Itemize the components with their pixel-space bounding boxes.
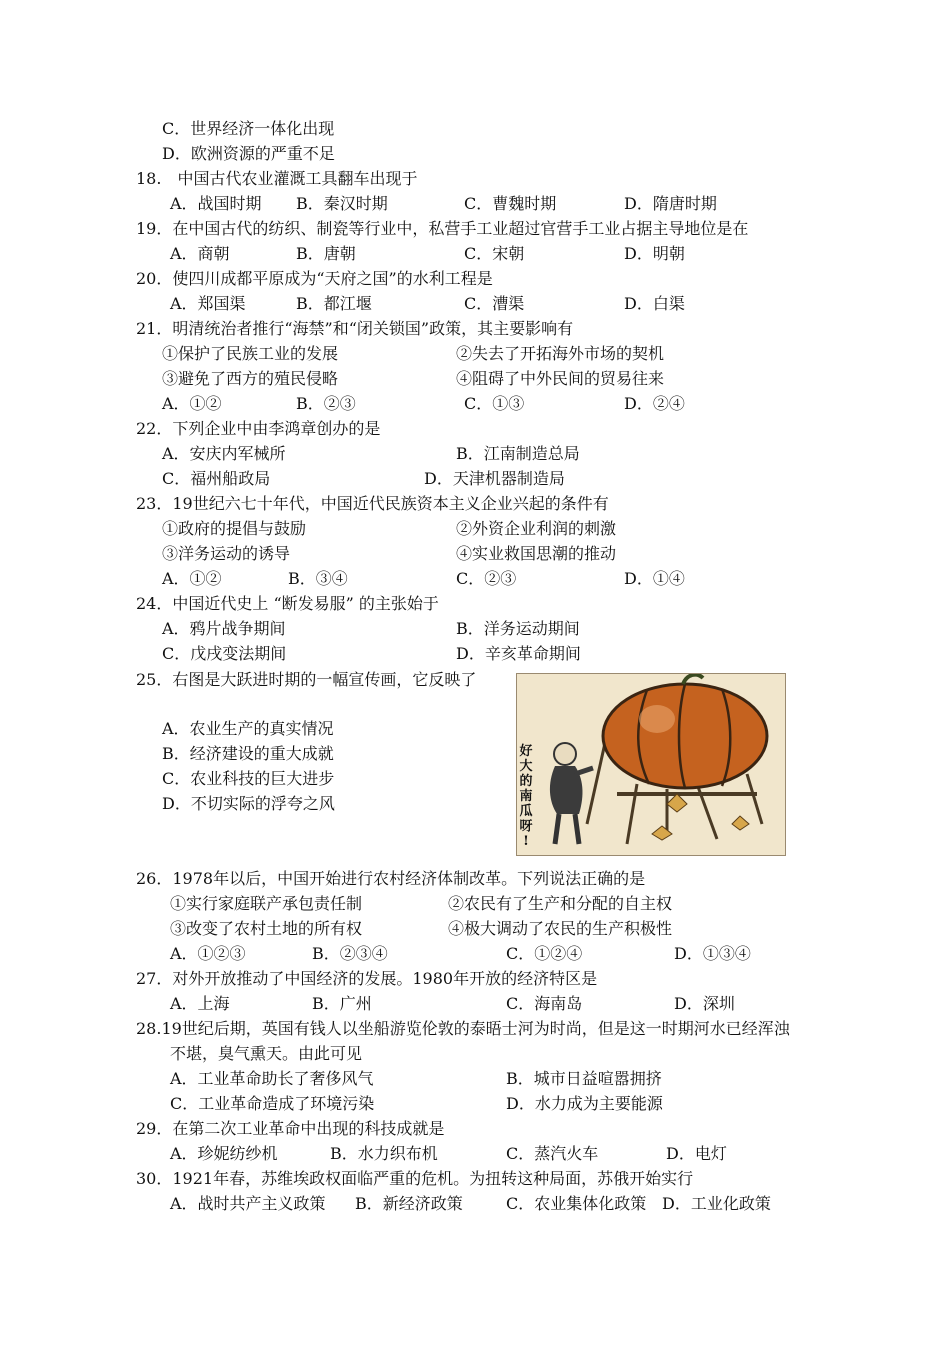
q26-item-1: ①实行家庭联产承包责任制: [170, 894, 363, 913]
question-30-stem: 30．1921年春，苏维埃政权面临严重的危机。为扭转这种局面，苏俄开始实行: [136, 1169, 694, 1188]
question-24-stem: 24．中国近代史上 “断发易服” 的主张始于: [136, 594, 439, 613]
question-25-stem: 25．右图是大跃进时期的一幅宣传画，它反映了: [136, 670, 477, 689]
q24-option-d: D．辛亥革命期间: [456, 644, 581, 663]
q26-item-4: ④极大调动了农民的生产积极性: [448, 919, 673, 938]
pumpkin-illustration: [517, 674, 785, 855]
q27-option-d: D．深圳: [674, 994, 735, 1013]
q20-option-c: C．漕渠: [464, 294, 525, 313]
q19-option-b: B．唐朝: [296, 244, 356, 263]
picture-caption: [519, 744, 533, 849]
q30-option-d: D．工业化政策: [662, 1194, 771, 1213]
caption-char: 大: [519, 759, 533, 774]
q26-item-3: ③改变了农村土地的所有权: [170, 919, 363, 938]
caption-char: 瓜: [519, 804, 533, 819]
q28-option-b: B．城市日益喧嚣拥挤: [506, 1069, 662, 1088]
question-18-stem: 18. 中国古代农业灌溉工具翻车出现于: [136, 169, 418, 188]
q28-option-d: D．水力成为主要能源: [506, 1094, 663, 1113]
q26-option-b: B．②③④: [312, 944, 388, 963]
q26-item-2: ②农民有了生产和分配的自主权: [448, 894, 673, 913]
q24-option-b: B．洋务运动期间: [456, 619, 580, 638]
q19-option-a: A．商朝: [170, 244, 230, 263]
question-26-stem: 26．1978年以后，中国开始进行农村经济体制改革。下列说法正确的是: [136, 869, 646, 888]
question-23-stem: 23．19世纪六七十年代，中国近代民族资本主义企业兴起的条件有: [136, 494, 609, 513]
option-d-prev: D．欧洲资源的严重不足: [162, 144, 335, 163]
q27-option-b: B．广州: [312, 994, 372, 1013]
q29-option-d: D．电灯: [666, 1144, 727, 1163]
q21-item-1: ①保护了民族工业的发展: [162, 344, 339, 363]
q18-option-d: D．隋唐时期: [624, 194, 717, 213]
q22-option-d: D．天津机器制造局: [424, 469, 565, 488]
q27-option-c: C．海南岛: [506, 994, 583, 1013]
option-c-prev: C．世界经济一体化出现: [162, 119, 335, 138]
q23-item-2: ②外资企业利润的刺激: [456, 519, 617, 538]
q29-option-c: C．蒸汽火车: [506, 1144, 599, 1163]
q28-option-a: A．工业革命助长了奢侈风气: [170, 1069, 374, 1088]
question-19-stem: 19．在中国古代的纺织、制瓷等行业中，私营手工业超过官营手工业占据主导地位是在: [136, 219, 749, 238]
q21-option-b: B．②③: [296, 394, 356, 413]
question-28-stem-line-2: 不堪，臭气熏天。由此可见: [170, 1044, 363, 1063]
q19-option-c: C．宋朝: [464, 244, 525, 263]
q21-item-3: ③避免了西方的殖民侵略: [162, 369, 339, 388]
question-20-stem: 20．使四川成都平原成为“天府之国”的水利工程是: [136, 269, 493, 288]
question-22-stem: 22．下列企业中由李鸿章创办的是: [136, 419, 381, 438]
q21-item-2: ②失去了开拓海外市场的契机: [456, 344, 665, 363]
q24-option-a: A．鸦片战争期间: [162, 619, 286, 638]
q30-option-a: A．战时共产主义政策: [170, 1194, 326, 1213]
q18-option-c: C．曹魏时期: [464, 194, 557, 213]
q30-option-b: B．新经济政策: [355, 1194, 463, 1213]
q18-option-a: A．战国时期: [170, 194, 262, 213]
q20-option-b: B．都江堰: [296, 294, 372, 313]
q29-option-b: B．水力织布机: [330, 1144, 438, 1163]
q25-option-d: D．不切实际的浮夸之风: [162, 794, 335, 813]
q23-option-c: C．②③: [456, 569, 517, 588]
q19-option-d: D．明朝: [624, 244, 685, 263]
q22-option-a: A．安庆内军械所: [162, 444, 286, 463]
propaganda-pumpkin-picture: [516, 673, 786, 856]
caption-char: 好: [519, 744, 533, 759]
q23-item-3: ③洋务运动的诱导: [162, 544, 291, 563]
q20-option-a: A．郑国渠: [170, 294, 246, 313]
caption-char: 的: [519, 774, 533, 789]
q21-option-d: D．②④: [624, 394, 685, 413]
q23-option-b: B．③④: [288, 569, 348, 588]
q25-option-c: C．农业科技的巨大进步: [162, 769, 335, 788]
q26-option-d: D．①③④: [674, 944, 751, 963]
q25-option-b: B．经济建设的重大成就: [162, 744, 334, 763]
q22-option-b: B．江南制造总局: [456, 444, 580, 463]
q27-option-a: A．上海: [170, 994, 230, 1013]
q23-item-1: ①政府的提倡与鼓励: [162, 519, 307, 538]
q23-item-4: ④实业救国思潮的推动: [456, 544, 617, 563]
question-29-stem: 29．在第二次工业革命中出现的科技成就是: [136, 1119, 445, 1138]
q18-option-b: B．秦汉时期: [296, 194, 388, 213]
q25-option-a: A．农业生产的真实情况: [162, 719, 334, 738]
q26-option-c: C．①②④: [506, 944, 583, 963]
caption-char: 呀: [519, 819, 533, 834]
q26-option-a: A．①②③: [170, 944, 246, 963]
q21-option-a: A．①②: [162, 394, 222, 413]
q23-option-a: A．①②: [162, 569, 222, 588]
caption-char: !: [523, 834, 529, 849]
q20-option-d: D．白渠: [624, 294, 685, 313]
q28-option-c: C．工业革命造成了环境污染: [170, 1094, 375, 1113]
q22-option-c: C．福州船政局: [162, 469, 271, 488]
q21-item-4: ④阻碍了中外民间的贸易往来: [456, 369, 665, 388]
q21-option-c: C．①③: [464, 394, 525, 413]
question-27-stem: 27．对外开放推动了中国经济的发展。1980年开放的经济特区是: [136, 969, 598, 988]
q24-option-c: C．戊戌变法期间: [162, 644, 287, 663]
caption-char: 南: [519, 789, 533, 804]
q29-option-a: A．珍妮纺纱机: [170, 1144, 278, 1163]
question-28-stem-line-1: 28.19世纪后期，英国有钱人以坐船游览伦敦的泰晤士河为时尚，但是这一时期河水已经浑浊: [136, 1019, 790, 1038]
q30-option-c: C．农业集体化政策: [506, 1194, 647, 1213]
question-21-stem: 21．明清统治者推行“海禁”和“闭关锁国”政策，其主要影响有: [136, 319, 574, 338]
q23-option-d: D．①④: [624, 569, 685, 588]
